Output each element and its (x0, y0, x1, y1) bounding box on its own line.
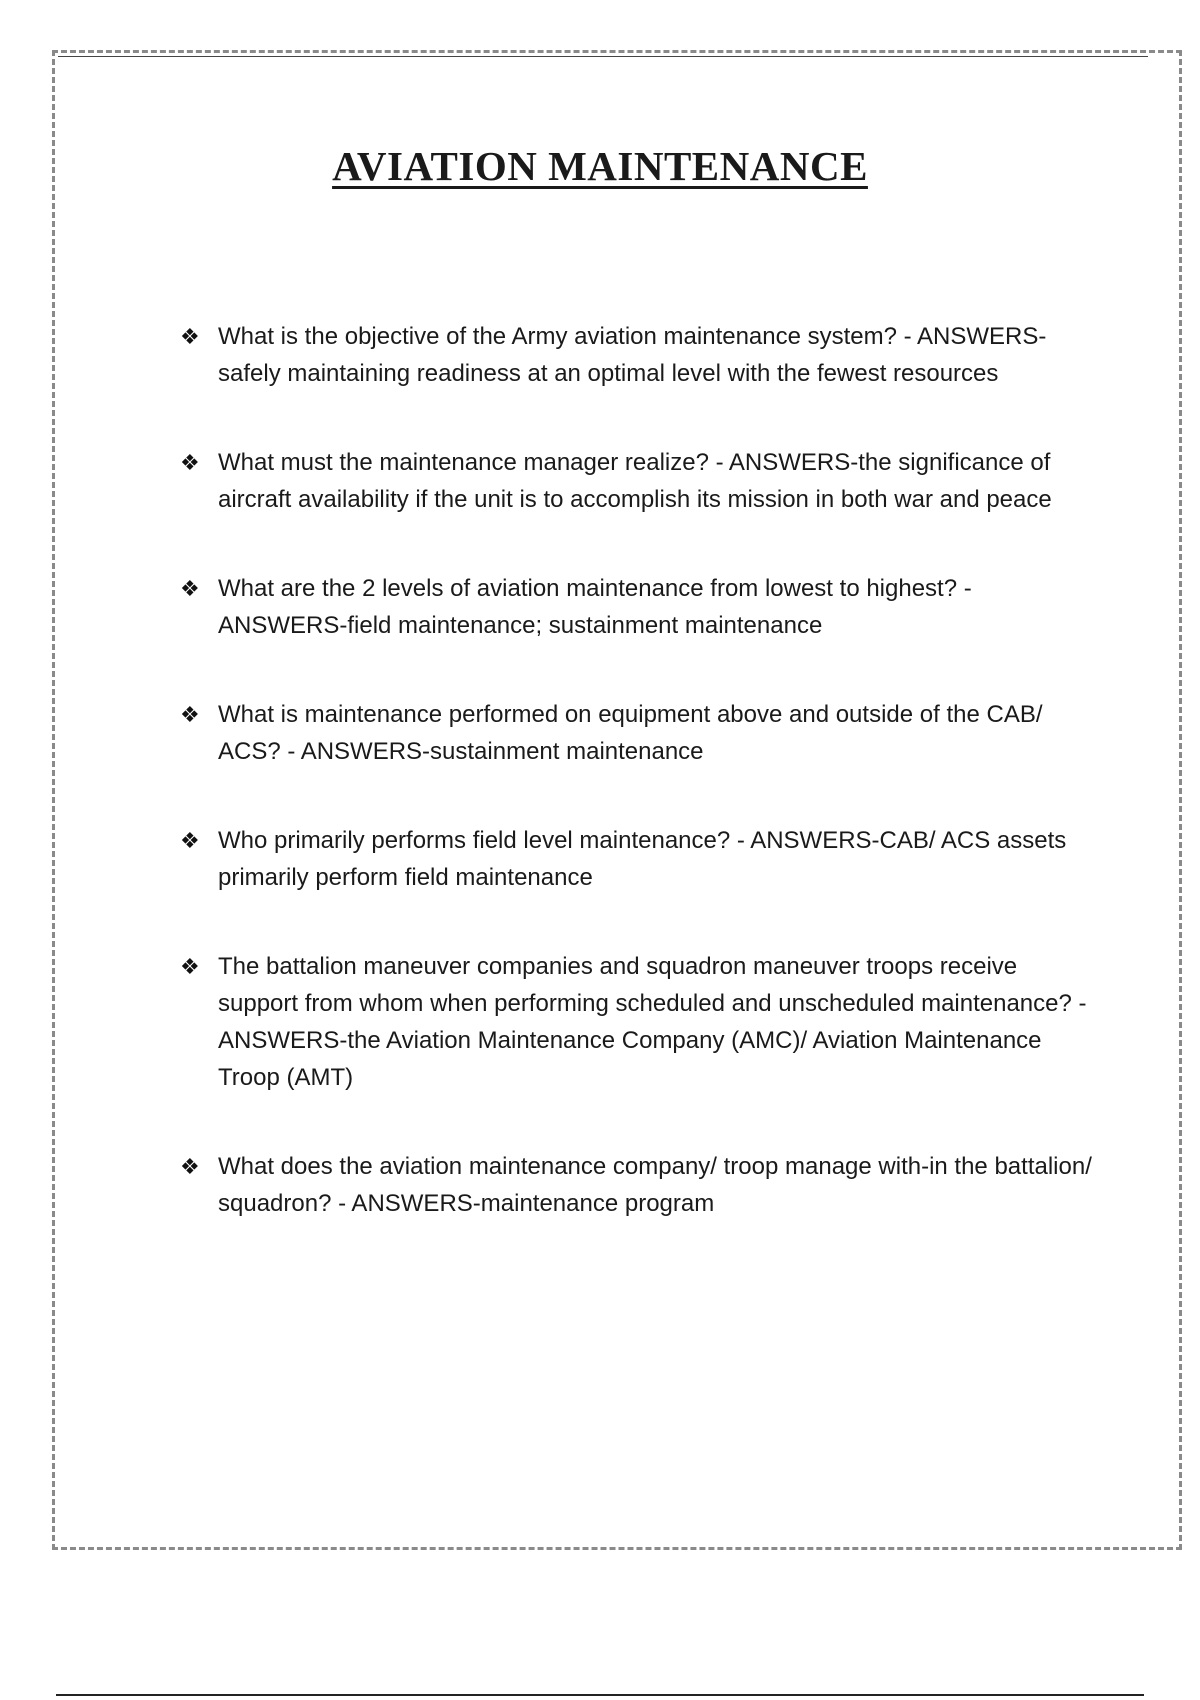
list-item-text: Who primarily performs field level maintenance? - ANSWERS-CAB/ ACS assets primarily perform field maintenance (218, 827, 1067, 891)
four-diamond-bullet-icon: ❖ (180, 324, 200, 349)
page-title (0, 142, 1200, 190)
four-diamond-bullet-icon: ❖ (180, 576, 200, 601)
four-diamond-bullet-icon: ❖ (180, 450, 200, 475)
footer-rule (56, 1694, 1144, 1696)
list-item (180, 948, 1100, 1096)
list-item-text: The battalion maneuver companies and squadron maneuver troops receive support from whom when performing scheduled and unscheduled maintenance? - ANSWERS-the Aviation Maintenance Company (AMC)/ Aviation Maintenance Troop (AMT) (218, 953, 1087, 1091)
four-diamond-bullet-icon: ❖ (180, 702, 200, 727)
list-item (180, 570, 1100, 644)
qa-list (180, 318, 1100, 1274)
four-diamond-bullet-icon: ❖ (180, 1154, 200, 1179)
list-item (180, 696, 1100, 770)
four-diamond-bullet-icon: ❖ (180, 828, 200, 853)
list-item (180, 822, 1100, 896)
list-item (180, 318, 1100, 392)
list-item-text: What is maintenance performed on equipment above and outside of the CAB/ ACS? - ANSWERS-sustainment maintenance (218, 701, 1043, 765)
border-top-rule (58, 56, 1148, 57)
list-item-text: What are the 2 levels of aviation maintenance from lowest to highest? - ANSWERS-field maintenance; sustainment maintenance (218, 575, 972, 639)
list-item (180, 444, 1100, 518)
list-item-text: What is the objective of the Army aviation maintenance system? - ANSWERS-safely maintaining readiness at an optimal level with the fewest resources (218, 323, 1047, 387)
list-item-text: What does the aviation maintenance company/ troop manage with-in the battalion/ squadron? - ANSWERS-maintenance program (218, 1153, 1092, 1217)
list-item (180, 1148, 1100, 1222)
four-diamond-bullet-icon: ❖ (180, 954, 200, 979)
list-item-text: What must the maintenance manager realize? - ANSWERS-the significance of aircraft availability if the unit is to accomplish its mission in both war and peace (218, 449, 1052, 513)
page-title-text: AVIATION MAINTENANCE (332, 143, 868, 189)
